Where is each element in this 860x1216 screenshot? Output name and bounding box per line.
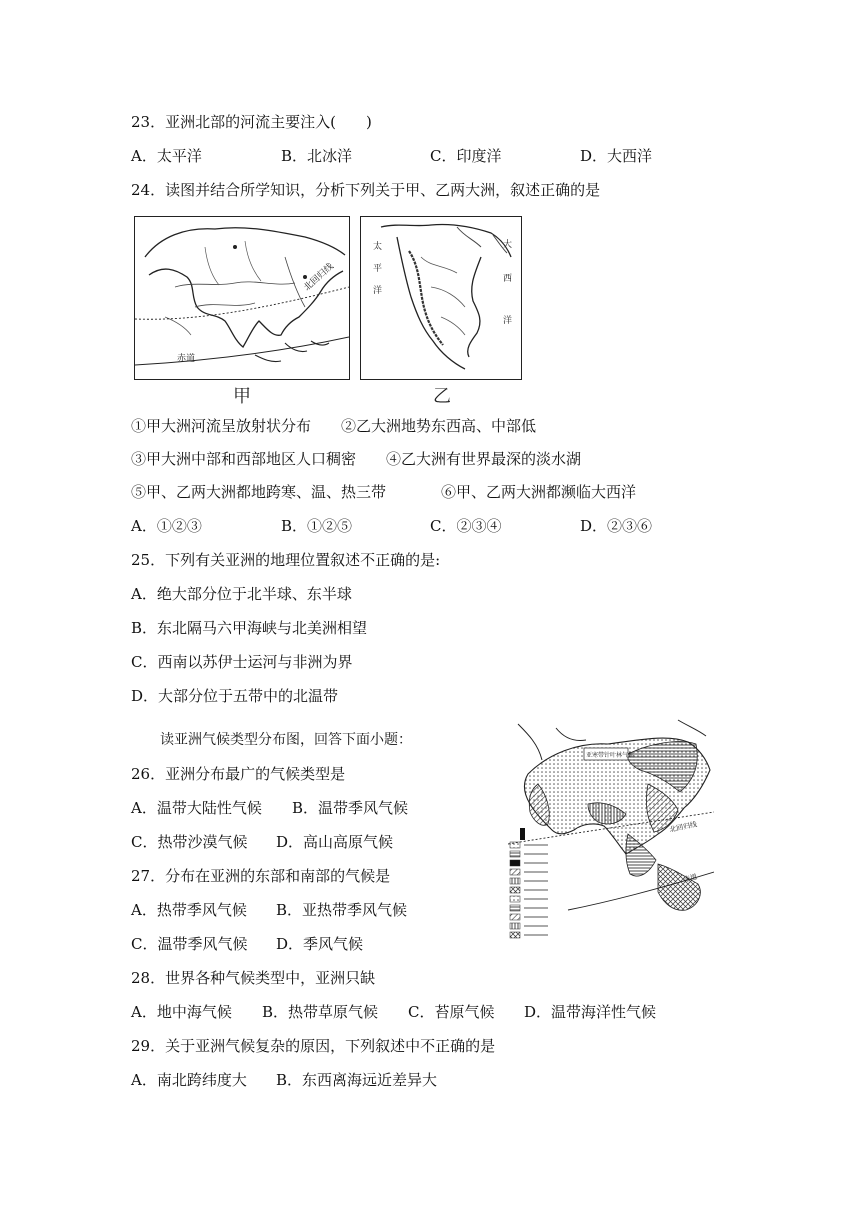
- q28-option-d: D．温带海洋性气候: [524, 1003, 657, 1021]
- q29-option-b: B．东西离海远近差异大: [276, 1071, 438, 1089]
- q25-option-d: D．大部分位于五带中的北温带: [131, 687, 339, 705]
- climate-map-tropic-label: 北回归线: [668, 820, 698, 834]
- equator-label: 赤道: [177, 354, 196, 364]
- q24-statement-5: ⑤甲、乙两大洲都地跨寒、温、热三带: [131, 483, 387, 501]
- q27-option-d: D．季风气候: [276, 935, 364, 953]
- q26-option-a: A．温带大陆性气候: [131, 799, 262, 817]
- q29-stem: 29．关于亚洲气候复杂的原因，下列叙述中不正确的是: [131, 1037, 496, 1055]
- map-left-caption: 甲: [233, 386, 251, 407]
- q28-option-c: C．苔原气候: [408, 1003, 495, 1021]
- q24-option-a: A．①②③: [131, 517, 202, 535]
- north-america-map-labels: [361, 217, 521, 379]
- atlantic-label-2: 西: [503, 274, 513, 284]
- atlantic-label-1: 大: [503, 240, 513, 250]
- q26-option-c: C．热带沙漠气候: [131, 833, 248, 851]
- q24-stem: 24．读图并结合所学知识，分析下列关于甲、乙两大洲，叙述正确的是: [131, 181, 601, 199]
- q27-stem: 27．分布在亚洲的东部和南部的气候是: [131, 867, 391, 885]
- q26-option-d: D．高山高原气候: [276, 833, 394, 851]
- atlantic-label-3: 洋: [503, 316, 513, 326]
- q24-option-c: C．②③④: [430, 517, 502, 535]
- q25-option-a: A．绝大部分位于北半球、东半球: [131, 585, 352, 603]
- q27-option-b: B．亚热带季风气候: [276, 901, 408, 919]
- climate-legend: [510, 842, 548, 938]
- q23-option-b: B．北冰洋: [281, 147, 353, 165]
- q28-option-b: B．热带草原气候: [262, 1003, 379, 1021]
- map-north-america-outline: [360, 216, 522, 380]
- q27-option-c: C．温带季风气候: [131, 935, 248, 953]
- q25-option-c: C．西南以苏伊士运河与非洲为界: [131, 653, 353, 671]
- q23-option-d: D．大西洋: [580, 147, 653, 165]
- q25-option-b: B．东北隔马六甲海峡与北美洲相望: [131, 619, 368, 637]
- q28-option-a: A．地中海气候: [131, 1003, 232, 1021]
- q24-statement-2: ②乙大洲地势东西高、中部低: [341, 417, 537, 435]
- q24-statement-4: ④乙大洲有世界最深的淡水湖: [386, 450, 582, 468]
- map-asia-outline: [134, 216, 350, 380]
- climate-map-equator-label: 赤道: [682, 872, 699, 884]
- q26-option-b: B．温带季风气候: [292, 799, 409, 817]
- q23-option-a: A．太平洋: [131, 147, 202, 165]
- map-right-caption: 乙: [433, 386, 451, 407]
- q23-option-c: C．印度洋: [430, 147, 502, 165]
- q23-stem: 23．亚洲北部的河流主要注入( ): [131, 113, 372, 131]
- climate-intro: 读亚洲气候类型分布图，回答下面小题：: [160, 732, 412, 748]
- q24-statement-1: ①甲大洲河流呈放射状分布: [131, 417, 312, 435]
- q24-statement-3: ③甲大洲中部和西部地区人口稠密: [131, 450, 357, 468]
- q25-stem: 25．下列有关亚洲的地理位置叙述不正确的是:: [131, 551, 441, 569]
- q29-option-a: A．南北跨纬度大: [131, 1071, 247, 1089]
- q24-option-b: B．①②⑤: [281, 517, 353, 535]
- pacific-label-3: 洋: [373, 286, 383, 296]
- asia-map-labels: [135, 217, 349, 379]
- asia-climate-map: [508, 714, 714, 942]
- tropic-label: 北回归线: [302, 261, 336, 294]
- q27-option-a: A．热带季风气候: [131, 901, 247, 919]
- q24-option-d: D．②③⑥: [580, 517, 653, 535]
- q24-statement-6: ⑥甲、乙两大洲都濒临大西洋: [441, 483, 637, 501]
- pacific-label-2: 平: [373, 264, 383, 274]
- climate-map-top-label: 亚寒带针叶林气候: [586, 752, 635, 759]
- q26-stem: 26．亚洲分布最广的气候类型是: [131, 765, 346, 783]
- pacific-label-1: 太: [373, 242, 383, 252]
- q28-stem: 28．世界各种气候类型中，亚洲只缺: [131, 969, 376, 987]
- climate-map-graphic: [508, 714, 714, 942]
